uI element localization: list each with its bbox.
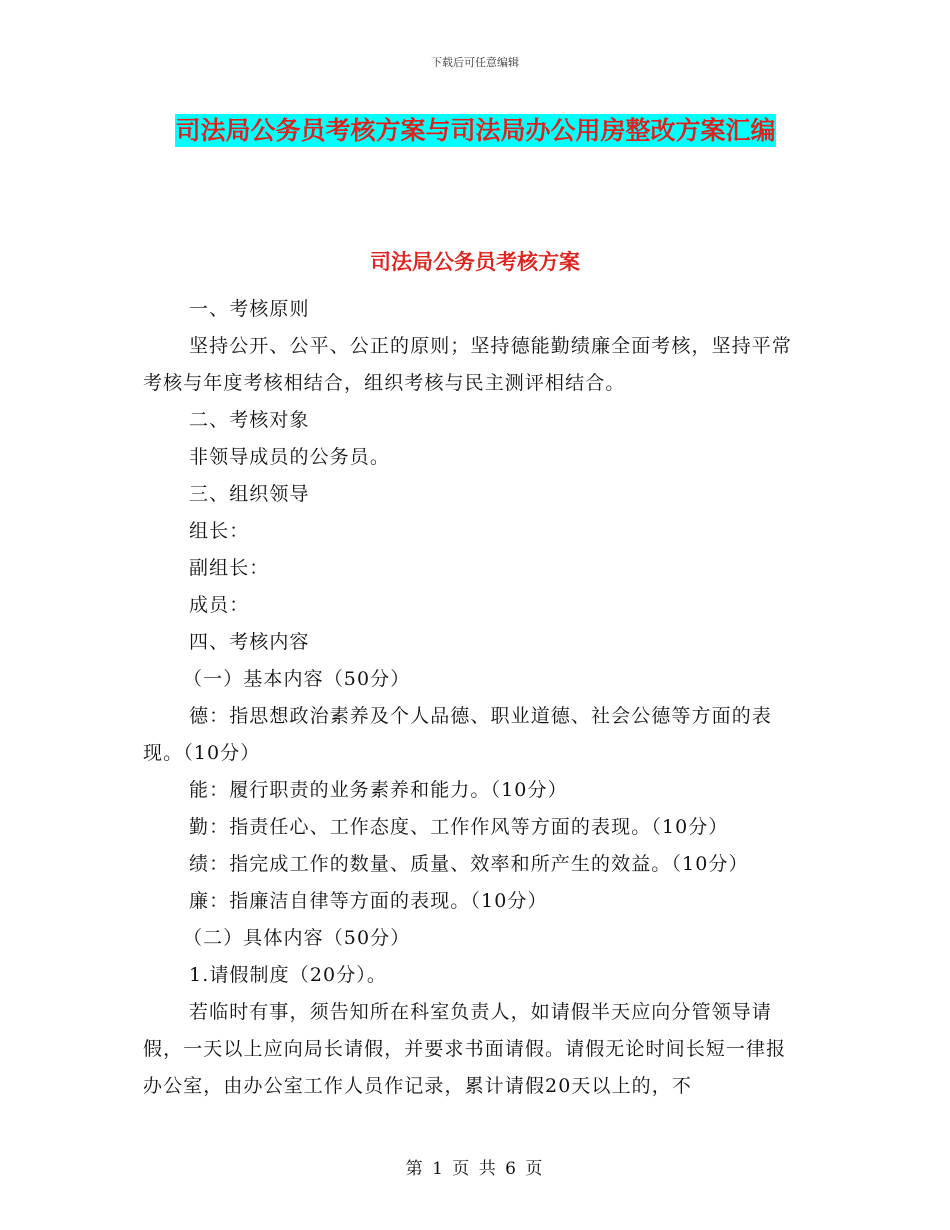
paragraph: 廉：指廉洁自律等方面的表现。（10分） (189, 890, 548, 912)
paragraph: 能：履行职责的业务素养和能力。（10分） (189, 779, 568, 801)
paragraph: 四、考核内容 (189, 631, 310, 653)
paragraph: 三、组织领导 (189, 483, 310, 505)
paragraph: 绩：指完成工作的数量、质量、效率和所产生的效益。（10分） (189, 853, 749, 875)
paragraph: 坚持公开、公平、公正的原则；坚持德能勤绩廉全面考核，坚持平常考核与年度考核相结合，组织考核与民主测评相结合。 (143, 335, 793, 394)
paragraph: 二、考核对象 (189, 409, 310, 431)
paragraph: 副组长： (189, 557, 270, 579)
paragraph: （一）基本内容（50分） (183, 668, 411, 690)
paragraph: 组长： (189, 520, 250, 542)
header-note: 下载后可任意编辑 (431, 56, 519, 69)
document-title-text: 司法局公务员考核方案与司法局办公用房整改方案汇编 (175, 116, 776, 145)
paragraph: 德：指思想政治素养及个人品德、职业道德、社会公德等方面的表现。（10分） (143, 705, 772, 764)
paragraph: 勤：指责任心、工作态度、工作作风等方面的表现。（10分） (189, 816, 729, 838)
paragraph: 若临时有事，须告知所在科室负责人，如请假半天应向分管领导请假，一天以上应向局长请假，并要求书面请假。请假无论时间长短一律报办公室，由办公室工作人员作记录，累计请假20天以上的，不 (143, 1001, 787, 1097)
paragraph: 1.请假制度（20分）。 (189, 964, 388, 986)
document-title (143, 108, 808, 154)
paragraph: 一、考核原则 (189, 298, 310, 320)
paragraph: 成员： (189, 594, 250, 616)
document-body (143, 291, 803, 1105)
section-title: 司法局公务员考核方案 (370, 250, 580, 274)
paragraph: （二）具体内容（50分） (183, 927, 411, 949)
paragraph: 非领导成员的公务员。 (189, 446, 391, 468)
page-footer: 第 1 页 共 6 页 (405, 1159, 545, 1179)
